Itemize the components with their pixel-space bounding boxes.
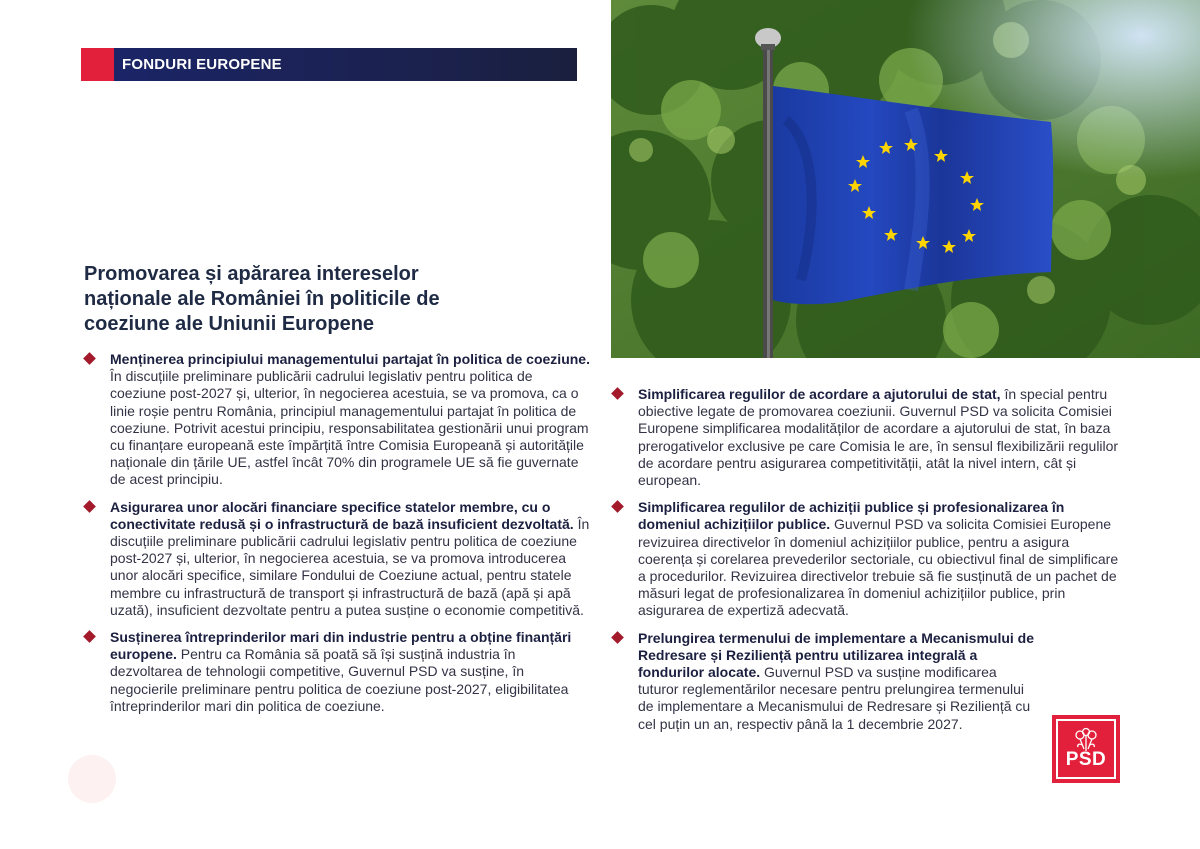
- bullet-lead: Simplificarea regulilor de acordare a ajutorului de stat,: [638, 386, 1001, 402]
- list-item: [84, 629, 590, 715]
- diamond-bullet-icon: [611, 631, 624, 644]
- bullet-body: În discuțiile preliminare publicării cadrului legislativ pentru politica de coeziune post-2027 și, ulterior, în negocierea acestuia, se va promova, ca o linie roșie pentru România, principiul managementului partajat în politica de coeziune. Potrivit acestui principiu, responsabilitatea gestionării unui program cu finanțare europeană este împărțită între Comisia Europeană și autoritățile naționale din țările UE, astfel încât 70% din programele UE să fie guvernate de acest principiu.: [110, 368, 589, 488]
- header-accent: [81, 48, 114, 81]
- bullet-lead: Prelungirea termenului de implementare a Mecanismului de Redresare și Reziliență pentru utilizarea integrală a fondurilor alocate.: [638, 629, 1035, 681]
- bullet-body: Pentru ca România să poată să își susțină industria în dezvoltarea de tehnologii competitive, Guvernul PSD va susține, în negocierile preliminare pentru politica de coeziune post-2027, eligibilitatea întreprinderilor mari din politica de coeziune.: [110, 646, 569, 714]
- section-header: [81, 48, 577, 81]
- list-item: [612, 630, 1126, 733]
- psd-logo: [1052, 715, 1120, 783]
- diamond-bullet-icon: [83, 500, 96, 513]
- section-label: FONDURI EUROPENE: [122, 56, 282, 73]
- logo-text: PSD: [1065, 749, 1107, 770]
- left-column: [84, 351, 590, 725]
- diamond-bullet-icon: [611, 500, 624, 513]
- list-item: [612, 386, 1126, 489]
- decorative-circle: [68, 755, 116, 803]
- bullet-body: În discuțiile preliminare publicării cadrului legislativ pentru politica de coeziune post-2027 și, ulterior, în negocierea acestuia, se va promova introducerea unor alocări specifice, similare Fondului de Coeziune actual, pentru statele membre cu infrastructură de transport și infrastructură de bază (apă și apă uzată), insuficient dezvoltate pentru a putea susține o economie competitivă.: [110, 515, 590, 618]
- list-item: [84, 351, 590, 489]
- bullet-lead: Susținerea întreprinderilor mari din industrie pentru a obține finanțări europene.: [110, 629, 572, 663]
- bullet-body: Guvernul PSD va susține modificarea tuturor reglementărilor necesare pentru prelungirea termenului de implementare a Mecanismului de Redresare și Reziliență cu cel puțin un an, respectiv până la 1 decembrie 2027.: [638, 664, 1031, 732]
- bullet-lead: Menținerea principiului managementului partajat în politica de coeziune.: [110, 351, 590, 367]
- list-item: [84, 499, 590, 619]
- eu-flag-photo: [611, 0, 1200, 358]
- bullet-lead: Simplificarea regulilor de achiziții publice și profesionalizarea în domeniul achizițiilor publice.: [638, 499, 1065, 533]
- list-item: [612, 499, 1126, 619]
- right-column: [612, 386, 1126, 743]
- bullet-body: în special pentru obiective legate de promovarea coeziunii. Guvernul PSD va solicita Comisiei Europene simplificarea modalităților de acordare a ajutorului de stat, în baza prerogativelor exclusive pe care Comisia le are, în sensul flexibilizării regulilor de acordare pentru asigurarea competitivității, atât la nivel intern, cât și european.: [638, 386, 1119, 489]
- logo-frame: [1056, 719, 1116, 779]
- diamond-bullet-icon: [83, 352, 96, 365]
- diamond-bullet-icon: [83, 630, 96, 643]
- diamond-bullet-icon: [611, 387, 624, 400]
- header-band: [114, 48, 577, 81]
- bullet-body: Guvernul PSD va solicita Comisiei Europene revizuirea directivelor în domeniul achizițiilor publice, pentru a asigura coerența și corelarea prevederilor sectoriale, cu obiectivul final de simplificare a procedurilor. Revizuirea directivelor trebuie să fie susținută de un pachet de măsuri legat de profesionalizarea în domeniul achizițiilor publice, prin asigurarea de expertiză adecvată.: [638, 516, 1119, 619]
- bullet-lead: Asigurarea unor alocări financiare specifice statelor membre, cu o conectivitate redusă și o infrastructură de bază insuficient dezvoltată.: [110, 498, 574, 532]
- page-title: Promovarea și apărarea intereselor naționale ale României în politicile de coeziune ale Uniunii Europene: [84, 263, 440, 335]
